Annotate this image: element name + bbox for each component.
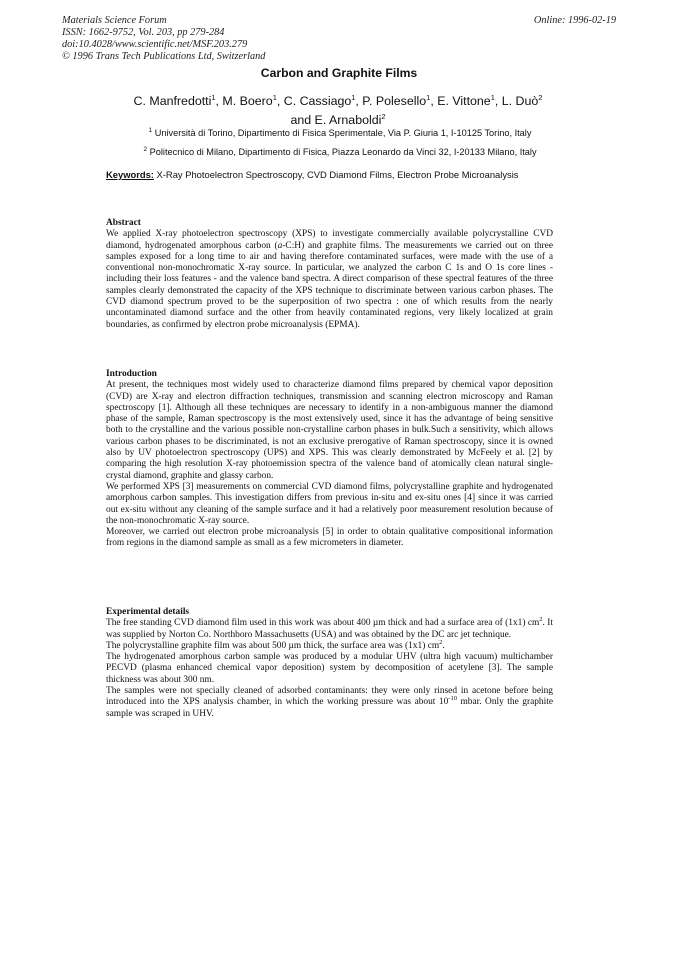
- journal-doi: doi:10.4028/www.scientific.net/MSF.203.279: [62, 39, 248, 50]
- author-name: , E. Vittone: [430, 94, 491, 109]
- exp-text: The free standing CVD diamond film used in this work was about 400 µm thick and had a surface area of (1x1) cm: [106, 618, 540, 629]
- introduction-heading: Introduction: [106, 369, 157, 379]
- affiliation-1: [60, 127, 620, 138]
- author-name: , L. Duò: [494, 94, 539, 109]
- journal-copyright: © 1996 Trans Tech Publications Ltd, Switzerland: [62, 51, 266, 62]
- experimental-section: [106, 607, 553, 720]
- author-affil-sup: 2: [381, 112, 386, 122]
- abstract-text: We applied X-ray photoelectron spectroscopy (XPS) to investigate commercially available polycrystalline CVD diamond, hydrogenated amorphous carbon (: [106, 229, 553, 251]
- exp-paragraph-1: [106, 618, 553, 641]
- introduction-section: [106, 369, 553, 550]
- affiliation-2: [60, 146, 620, 157]
- online-date: Online: 1996-02-19: [533, 15, 616, 26]
- author-name: , P. Polesello: [355, 94, 427, 109]
- author-affil-sup: 1: [351, 93, 356, 102]
- paper-title: Carbon and Graphite Films: [260, 66, 418, 80]
- affiliation-sup: 2: [143, 146, 148, 153]
- journal-header: [62, 15, 622, 63]
- author-list: [88, 90, 588, 128]
- author-affil-sup: 1: [426, 93, 431, 102]
- author-name: , C. Cassiago: [276, 94, 352, 109]
- keywords-text: X-Ray Photoelectron Spectroscopy, CVD Diamond Films, Electron Probe Microanalysis: [156, 169, 519, 180]
- affiliation-sup: 1: [148, 127, 153, 134]
- exp-text: The samples were not specially cleaned of adsorbed contaminants: they were only rinsed in acetone before being introduced into the XPS analysis chamber, in which the working pressure was about 10: [106, 686, 553, 708]
- intro-paragraph-1: At present, the techniques most widely used to characterize diamond films prepared by chemical vapor deposition (CVD) are X-ray and electron diffraction techniques, transmission and scanning electron microscopy and Raman spectroscopy [1]. Although all these techniques are necessary to identify in a non-ambiguous manner the diamond phase of the sample, Raman spectroscopy is the most extensively used, since it has the advantage of being sensitive both to the crystalline and the various possible non-crystalline carbon phases in bulk.Such a sensitivity, which allows various carbon phases to be discriminated, is not an exclusive prerogative of Raman spectroscopy, since it is owned also by UV photoelectron spectroscopy (UPS) and XPS. This was clearly demonstrated by McFeely et al. [2] by comparing the high resolution X-ray photoemission spectra of the valence band of atomically clean natural single-crystal diamond, graphite and glassy carbon.: [106, 380, 553, 481]
- exp-sup: -10: [448, 695, 457, 703]
- affiliation-text: Politecnico di Milano, Dipartimento di Fisica, Piazza Leonardo da Vinci 32, I-20133 Milano, Italy: [149, 147, 537, 158]
- exp-text: .: [442, 640, 445, 651]
- journal-name: Materials Science Forum: [62, 15, 167, 26]
- exp-paragraph-4: [106, 686, 553, 720]
- abstract-heading: Abstract: [106, 218, 141, 228]
- exp-sup: 2: [439, 638, 443, 646]
- author-affil-sup: 1: [490, 93, 495, 102]
- intro-paragraph-2: We performed XPS [3] measurements on commercial CVD diamond films, polycrystalline graphite and hydrogenated amorphous carbon samples. This investigation differs from previous in-situ and ex-situ ones [4] since it was carried out ex-situ without any cleaning of the sample surface and it had a relatively poor measurement resolution because of the non-monochromatic X-ray source.: [106, 481, 553, 526]
- abstract-italic: a: [277, 240, 283, 251]
- abstract-paragraph: [106, 229, 553, 331]
- author-affil-sup: 1: [272, 93, 277, 102]
- exp-paragraph-3: The hydrogenated amorphous carbon sample was produced by a modular UHV (ultra high vacuum) multichamber PECVD (plasma enhanced chemical vapor deposition) system by decomposition of acetylene [3]. The sample thickness was about 300 nm.: [106, 652, 553, 685]
- exp-sup: 2: [539, 616, 543, 624]
- affiliation-text: Università di Torino, Dipartimento di Fisica Sperimentale, Via P. Giuria 1, I-10125 Torino, Italy: [154, 128, 532, 139]
- keywords: [106, 169, 551, 181]
- exp-text: mbar. Only the graphite sample was scraped in UHV.: [106, 697, 553, 719]
- journal-issn: ISSN: 1662-9752, Vol. 203, pp 279-284: [62, 27, 225, 38]
- exp-text: . It was supplied by Norton Co. Northboro Massachusetts (USA) and was obtained by the DC arc jet technique.: [106, 618, 553, 640]
- abstract-section: [106, 218, 553, 331]
- author-name: , M. Boero: [215, 94, 273, 109]
- author-affil-sup: 1: [211, 93, 216, 102]
- abstract-text: -C:H) and graphite films. The measurements we carried out on three samples exposed for a long time to air and having therefore contaminated surfaces, were made with the use of a conventional non-monochromatic X-ray source. In particular, we analyzed the carbon C 1s and O 1s core lines - including their loss features - and the valence band spectra. A direct comparison of these spectral features of the three samples clearly demonstrated the capacity of the XPS technique to discriminate between various carbon phases. The CVD diamond spectrum proved to be the superposition of two spectra : one of which results from the nearly uncontaminated diamond surface and the other from heavily contaminated regions, very likely localized at grain boundaries, as confirmed by electron probe microanalysis (EPMA).: [106, 240, 553, 330]
- experimental-heading: Experimental details: [106, 607, 190, 617]
- author-name: C. Manfredotti: [133, 94, 212, 109]
- intro-paragraph-3: Moreover, we carried out electron probe microanalysis [5] in order to obtain qualitative compositional information from regions in the diamond sample as small as a few micrometers in diameter.: [106, 527, 553, 549]
- exp-paragraph-2: [106, 638, 553, 652]
- author-name: and E. Arnaboldi: [290, 113, 382, 128]
- keywords-label: Keywords:: [106, 169, 154, 180]
- author-affil-sup: 2: [538, 93, 543, 102]
- exp-text: The polycrystalline graphite film was about 500 µm thick, the surface area was (1x1) cm: [106, 640, 440, 651]
